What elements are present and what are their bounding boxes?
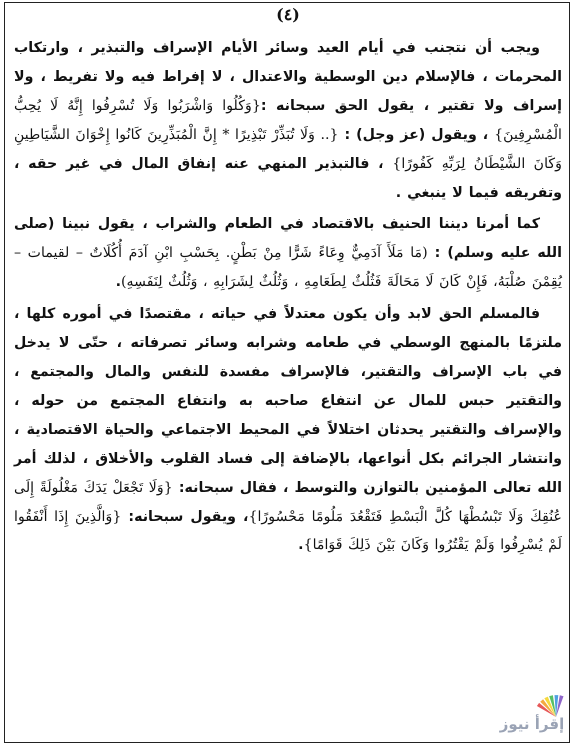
- watermark-text: إقرأ نيوز: [499, 715, 565, 733]
- page-number: (٤): [276, 5, 300, 24]
- quoted-text: {وَلَا تَجْعَلْ يَدَكَ مَغْلُولَةً إِلَى عُنُقِكَ وَلَا تَبْسُطْهَا كُلَّ الْبَسْطِ فَتَقْعُدَ مَلُومًا مَحْسُورًا}: [14, 479, 563, 525]
- quoted-text: {.. وَلَا تُبَذِّرْ تَبْذِيرًا * إِنَّ الْمُبَذِّرِينَ كَانُوا إِخْوَانَ الشَّيَاطِينِ وَكَانَ الشَّيْطَانُ لِرَبِّهِ كَفُورًا}: [14, 126, 563, 172]
- paragraph-text: .: [115, 274, 121, 291]
- article-body: [14, 34, 562, 560]
- paragraph-text: ، ويقول سبحانه:: [121, 508, 249, 525]
- paragraph: [14, 34, 562, 207]
- paragraph-text: .: [298, 537, 304, 554]
- paragraph-text: كما أمرنا ديننا الحنيف بالاقتصاد في الطعام والشراب ، يقول نبينا (صلى الله عليه وسلم) :: [14, 216, 562, 262]
- iqraa-news-logo-icon: [498, 691, 566, 733]
- watermark-logo: [498, 691, 566, 733]
- paragraph-text: ، فالتبذير المنهي عنه إنفاق المال في غير حقه ، وتفريقه فيما لا ينبغي .: [14, 155, 562, 201]
- paragraph: [14, 210, 562, 297]
- quoted-text: {وَكُلُوا وَاشْرَبُوا وَلَا تُسْرِفُوا إِنَّهُ لَا يُحِبُّ الْمُسْرِفِينَ}: [14, 97, 562, 143]
- paragraph: [14, 300, 562, 560]
- quoted-text: (مَا مَلَأَ آدَمِيٌّ وِعَاءً شَرًّا مِنْ بَطْنٍ. بِحَسْبِ ابْنِ آدَمَ أُكُلَاتٌ – لقيمات – يُقِمْنَ صُلْبَهُ، فَإِنْ كَانَ لَا مَحَالَةَ فَثُلُثٌ لِطَعَامِهِ ، وَثُلُثٌ لِشَرَابِهِ ، وَثُلُثٌ لِنَفَسِهِ): [14, 245, 562, 291]
- quoted-text: {وَالَّذِينَ إِذَا أَنْفَقُوا لَمْ يُسْرِفُوا وَلَمْ يَقْتُرُوا وَكَانَ بَيْنَ ذَلِكَ قَوَامًا}: [14, 508, 562, 554]
- paragraph-text: ، ويقول (عز وجل) :: [338, 126, 495, 143]
- paragraph-text: ويجب أن نتجنب في أيام العيد وسائر الأيام الإسراف والتبذير ، وارتكاب المحرمات ، فالإسلام دين الوسطية والاعتدال ، لا إفراط فيه ولا تفريط ، ولا إسراف ولا تقتير ، يقول الحق سبحانه :: [14, 40, 562, 114]
- paragraph-text: فالمسلم الحق لابد وأن يكون معتدلاً في حياته ، مقتصدًا في أموره كلها ، ملتزمًا بالمنهج الوسطي في طعامه وشرابه وسائر تصرفاته ، حتّى لا يدخل في باب الإسراف والتقتير، فالإسراف مفسدة للنفس والمال والمجتمع ، والتقتير حبس للمال عن انتفاع صاحبه به وانتفاع المجتمع من حوله ، والإسراف والتقتير يحدثان اختلالاً في المحيط الاجتماعي والحياة الاقتصادية ، وانتشار الجرائم بكل أنواعها، بالإضافة إلى فساد القلوب والأخلاق ، لذلك أمر الله تعالى المؤمنين بالتوازن والتوسط ، فقال سبحانه:: [14, 306, 562, 496]
